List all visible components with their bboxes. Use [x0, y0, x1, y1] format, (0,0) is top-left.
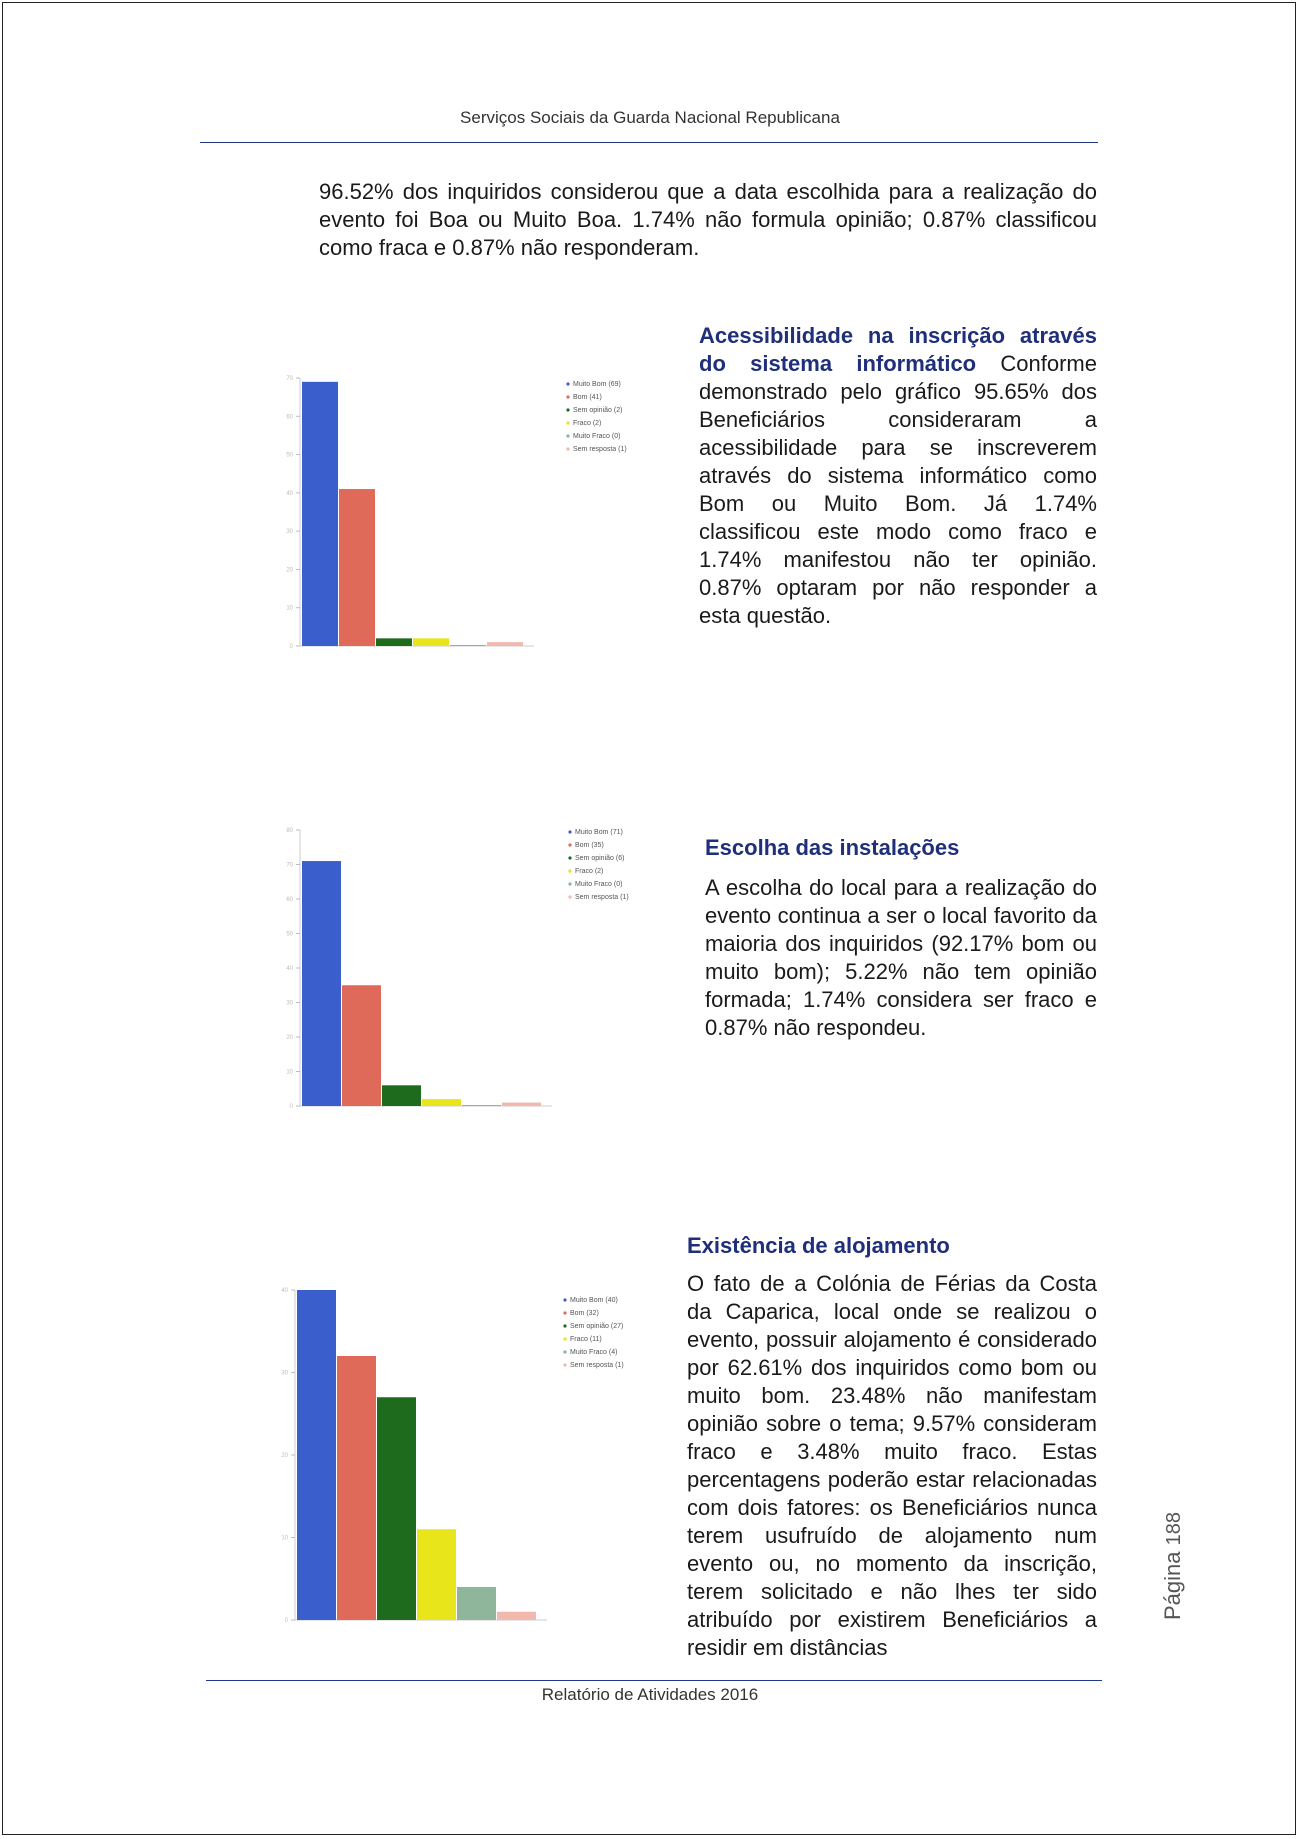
- y-tick-label: 60: [286, 414, 293, 421]
- legend-marker: [566, 434, 569, 437]
- legend-marker: [568, 869, 571, 872]
- bar-bom: [342, 985, 381, 1106]
- bar-muito-bom: [302, 382, 338, 646]
- y-tick-label: 10: [281, 1535, 288, 1542]
- chart-acessibilidade: [260, 370, 680, 655]
- bar-muito-bom: [297, 1290, 336, 1620]
- page-number-value: 188: [1163, 1511, 1185, 1546]
- section-instalacoes: [705, 834, 1097, 1042]
- bar-sem-opinião: [376, 638, 412, 646]
- bar-muito-fraco: [450, 645, 486, 646]
- y-tick-label: 10: [286, 605, 293, 612]
- legend-label: Muito Fraco (0): [573, 433, 621, 440]
- y-tick-label: 40: [286, 966, 293, 972]
- header-rule: [200, 142, 1098, 143]
- legend-label: Bom (32): [570, 1310, 599, 1317]
- y-tick-label: 20: [286, 1035, 293, 1041]
- bar-muito-fraco: [462, 1105, 501, 1106]
- legend-label: Sem opinião (27): [570, 1323, 624, 1330]
- legend-label: Muito Fraco (0): [575, 881, 623, 888]
- y-tick-label: 10: [286, 1069, 293, 1076]
- legend-marker: [563, 1363, 566, 1366]
- bar-bom: [339, 489, 375, 646]
- legend-label: Fraco (2): [575, 868, 604, 875]
- legend-marker: [568, 843, 571, 846]
- legend-label: Sem opinião (2): [573, 407, 623, 414]
- y-tick-label: 30: [286, 529, 293, 536]
- legend-marker: [563, 1324, 566, 1327]
- section-title: Escolha das instalações: [705, 835, 960, 860]
- page-footer: Relatório de Atividades 2016: [541, 1685, 759, 1704]
- bar-sem-opinião: [377, 1397, 416, 1620]
- chart-alojamento: [255, 1280, 675, 1625]
- y-tick-label: 0: [289, 644, 293, 650]
- legend-marker: [568, 895, 571, 898]
- y-tick-label: 70: [286, 376, 293, 382]
- y-tick-label: 70: [286, 862, 293, 869]
- legend-marker: [563, 1311, 566, 1314]
- section-acessibilidade: [699, 322, 1097, 630]
- bar-fraco: [413, 638, 449, 646]
- legend-marker: [566, 382, 569, 385]
- y-tick-label: 0: [289, 1104, 293, 1110]
- section-body: O fato de a Colónia de Férias da Costa da Caparica, local onde se realizou o evento, possuir alojamento é considerado por 62.61% dos inquiridos como bom ou muito bom. 23.48% não manifestam opinião sobre o tema; 9.57% consideram fraco e 3.48% muito fraco. Estas percentagens poderão estar relacionadas com dois fatores: os Beneficiários nunca terem usufruído de alojamento num evento ou, no momento da inscrição, terem solicitado e não lhes ter sido atribuído por existirem Beneficiários a residir em distâncias: [687, 1271, 1097, 1660]
- section-alojamento: [687, 1232, 1097, 1662]
- legend-label: Fraco (11): [570, 1336, 602, 1343]
- section-body: A escolha do local para a realização do evento continua a ser o local favorito da maioria dos inquiridos (92.17% bom ou muito bom); 5.22% não tem opinião formada; 1.74% considera ser fraco e 0.87% não respondeu.: [705, 875, 1097, 1040]
- legend-label: Muito Bom (69): [573, 381, 621, 388]
- bar-muito-fraco: [457, 1587, 496, 1620]
- legend-label: Bom (41): [573, 394, 602, 401]
- legend-marker: [563, 1337, 566, 1340]
- chart-instalacoes: [260, 822, 680, 1112]
- bar-sem-resposta: [502, 1103, 541, 1106]
- section-title: Existência de alojamento: [687, 1233, 950, 1258]
- page-number: [1160, 1512, 1186, 1620]
- legend-marker: [568, 856, 571, 859]
- y-tick-label: 60: [286, 897, 293, 903]
- legend-label: Sem resposta (1): [575, 894, 629, 901]
- y-tick-label: 80: [286, 828, 293, 834]
- y-tick-label: 20: [281, 1453, 288, 1459]
- footer-rule: [206, 1680, 1102, 1681]
- legend-label: Sem opinião (6): [575, 855, 625, 862]
- legend-marker: [568, 830, 571, 833]
- bar-sem-opinião: [382, 1085, 421, 1106]
- legend-label: Bom (35): [575, 842, 604, 849]
- y-tick-label: 50: [286, 452, 293, 459]
- y-tick-label: 40: [286, 490, 293, 497]
- y-tick-label: 20: [286, 567, 293, 574]
- legend-marker: [566, 408, 569, 411]
- legend-label: Fraco (2): [573, 420, 602, 427]
- bar-fraco: [422, 1099, 461, 1106]
- y-tick-label: 30: [281, 1370, 288, 1377]
- legend-marker: [566, 447, 569, 450]
- bar-bom: [337, 1356, 376, 1620]
- legend-label: Muito Bom (40): [570, 1297, 618, 1304]
- legend-marker: [563, 1350, 566, 1353]
- y-tick-label: 50: [286, 931, 293, 938]
- section-body: Conforme demonstrado pelo gráfico 95.65% dos Beneficiários consideraram a acessibilidade para se inscreverem através do sistema informático como Bom ou Muito Bom. Já 1.74% classificou este modo como fraco e 1.74% manifestou não ter opinião. 0.87% optaram por não responder a esta questão.: [699, 351, 1097, 628]
- page-label: Página: [1160, 1551, 1185, 1620]
- section-title: Acessibilidade na inscrição através do sistema informático: [699, 323, 1097, 376]
- legend-label: Muito Bom (71): [575, 829, 623, 836]
- y-tick-label: 0: [284, 1618, 288, 1624]
- page-header: Serviços Sociais da Guarda Nacional Republicana: [460, 108, 840, 127]
- bar-sem-resposta: [497, 1612, 536, 1620]
- legend-marker: [563, 1298, 566, 1301]
- legend-label: Sem resposta (1): [570, 1362, 624, 1369]
- bar-muito-bom: [302, 861, 341, 1106]
- y-tick-label: 40: [281, 1288, 288, 1294]
- y-tick-label: 30: [286, 1000, 293, 1007]
- legend-marker: [566, 421, 569, 424]
- legend-marker: [566, 395, 569, 398]
- bar-fraco: [417, 1529, 456, 1620]
- intro-paragraph: 96.52% dos inquiridos considerou que a data escolhida para a realização do evento foi Boa ou Muito Boa. 1.74% não formula opinião; 0.87% classificou como fraca e 0.87% não responderam.: [319, 179, 1097, 260]
- legend-marker: [568, 882, 571, 885]
- legend-label: Sem resposta (1): [573, 446, 627, 453]
- legend-label: Muito Fraco (4): [570, 1349, 618, 1356]
- bar-sem-resposta: [487, 642, 523, 646]
